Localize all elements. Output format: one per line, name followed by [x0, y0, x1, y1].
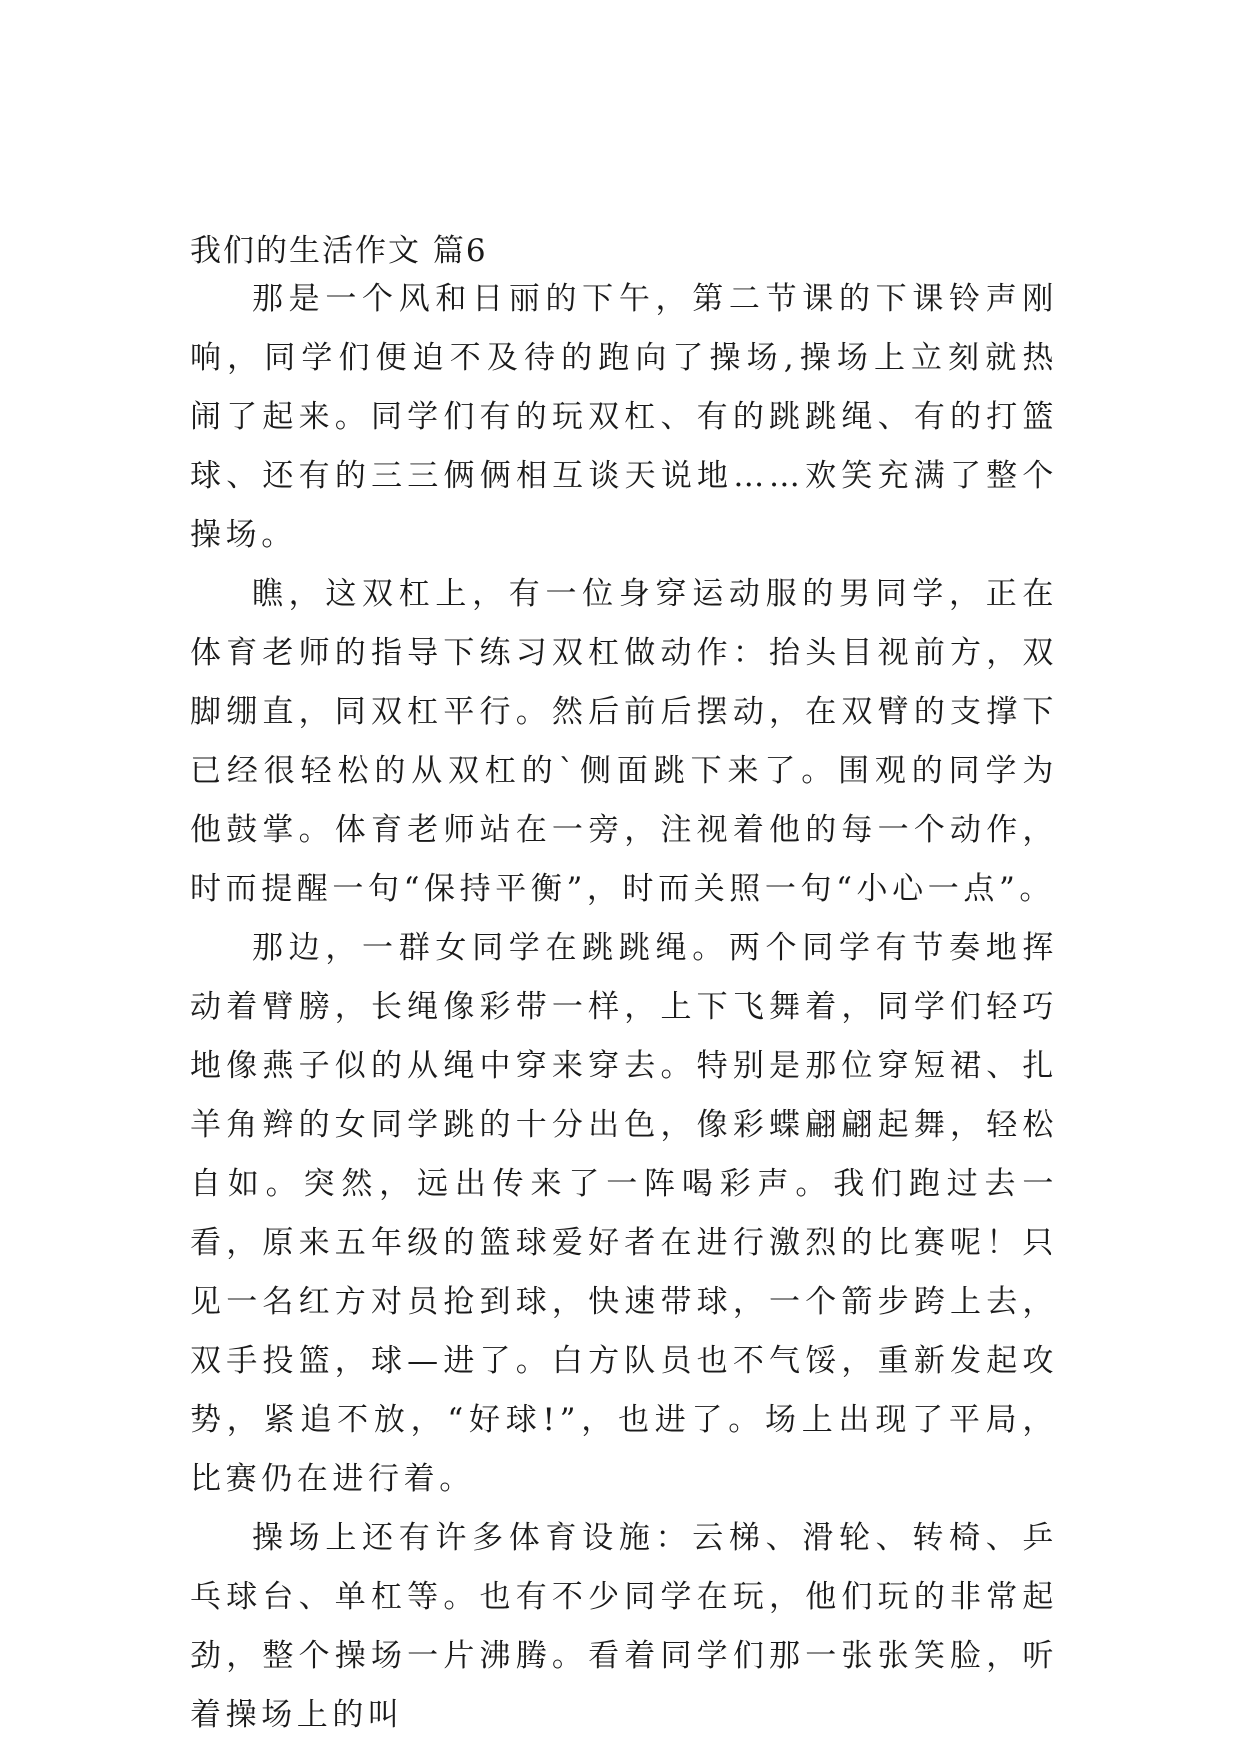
- paragraph-1: 那是一个风和日丽的下午，第二节课的下课铃声刚响，同学们便迫不及待的跑向了操场,操场上立刻就热闹了起来。同学们有的玩双杠、有的跳跳绳、有的打篮球、还有的三三俩俩相互谈天说地……欢笑充满了整个操场。: [190, 281, 1058, 553]
- essay-title: 我们的生活作文 篇6: [190, 233, 488, 269]
- essay-body: [190, 270, 1058, 1745]
- paragraph-3: 那边，一群女同学在跳跳绳。两个同学有节奏地挥动着臂膀，长绳像彩带一样，上下飞舞着，同学们轻巧地像燕子似的从绳中穿来穿去。特别是那位穿短裙、扎羊角辫的女同学跳的十分出色，像彩蝶翩翩起舞，轻松自如。突然，远出传来了一阵喝彩声。我们跑过去一看，原来五年级的篮球爱好者在进行激烈的比赛呢！只见一名红方对员抢到球，快速带球，一个箭步跨上去，双手投篮，球—进了。白方队员也不气馁，重新发起攻势，紧追不放，“好球!”，也进了。场上出现了平局，比赛仍在进行着。: [190, 930, 1058, 1497]
- paragraph-4: 操场上还有许多体育设施：云梯、滑轮、转椅、乒乓球台、单杠等。也有不少同学在玩，他们玩的非常起劲，整个操场一片沸腾。看着同学们那一张张笑脸，听着操场上的叫: [190, 1520, 1058, 1733]
- paragraph-2: 瞧，这双杠上，有一位身穿运动服的男同学，正在体育老师的指导下练习双杠做动作：抬头目视前方，双脚绷直，同双杠平行。然后前后摆动，在双臂的支撑下已经很轻松的从双杠的`侧面跳下来了。围观的同学为他鼓掌。体育老师站在一旁，注视着他的每一个动作，时而提醒一句“保持平衡”，时而关照一句“小心一点”。: [190, 576, 1058, 907]
